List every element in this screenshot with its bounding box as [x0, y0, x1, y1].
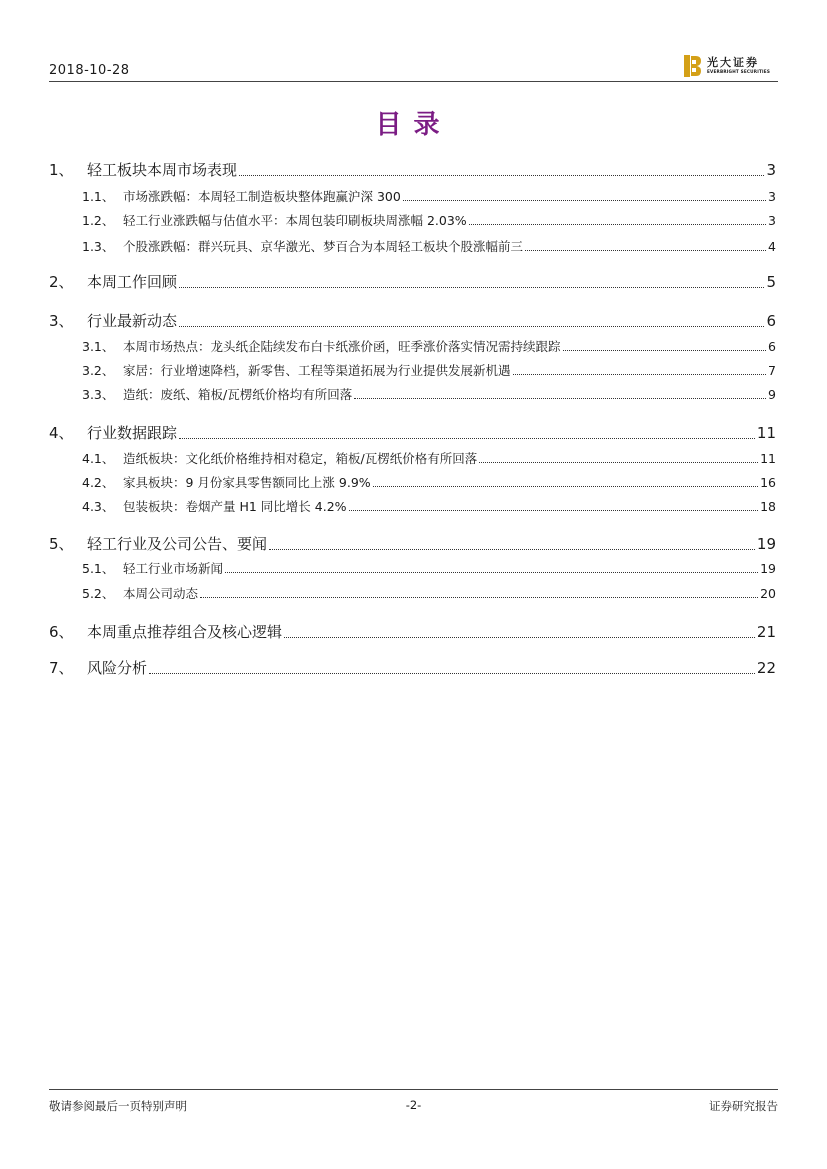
toc-entry-page: 19: [760, 561, 776, 576]
header-divider: [49, 81, 778, 82]
toc-dot-leader: [354, 398, 766, 399]
toc-entry-page: 6: [766, 312, 776, 330]
toc-title: 目录: [375, 110, 452, 140]
toc-entry[interactable]: [49, 159, 776, 180]
toc-entry[interactable]: [49, 310, 776, 331]
toc-entry-number: 3.2、: [82, 363, 115, 378]
toc-entry-number: 6、: [49, 623, 74, 641]
toc-entry[interactable]: [49, 621, 776, 642]
toc-entry[interactable]: [82, 337, 776, 355]
toc-dot-leader: [403, 200, 766, 201]
toc-entry-page: 18: [760, 499, 776, 514]
toc-dot-leader: [149, 673, 755, 674]
toc-entry-page: 11: [756, 424, 776, 442]
footer-disclaimer: 敬请参阅最后一页特别声明: [49, 1099, 187, 1113]
report-date: 2018-10-28: [49, 63, 130, 78]
toc-entry-page: 3: [768, 189, 776, 204]
toc-entry-number: 7、: [49, 659, 74, 677]
toc-entry-number: 3、: [49, 312, 74, 330]
footer-divider: [49, 1089, 778, 1090]
toc-entry-page: 11: [760, 451, 776, 466]
toc-entry[interactable]: [82, 584, 776, 602]
toc-entry-label: 本周公司动态: [123, 586, 199, 601]
toc-entry[interactable]: [82, 449, 776, 467]
toc-entry-number: 1、: [49, 161, 74, 179]
toc-entry-page: 5: [766, 273, 776, 291]
toc-entry-label: 家具板块：9 月份家具零售额同比上涨 9.9%: [123, 475, 371, 490]
toc-dot-leader: [179, 326, 764, 327]
toc-entry-label: 轻工行业涨跌幅与估值水平：本周包装印刷板块周涨幅 2.03%: [123, 213, 467, 228]
company-logo: [683, 53, 783, 79]
toc-entry-page: 3: [768, 213, 776, 228]
toc-entry-label: 造纸板块：文化纸价格维持相对稳定，箱板/瓦楞纸价格有所回落: [123, 451, 478, 466]
toc-entry-page: 19: [756, 535, 776, 553]
footer-report-type: 证券研究报告: [709, 1099, 778, 1113]
toc-dot-leader: [269, 549, 755, 550]
footer-page-number: -2-: [405, 1098, 422, 1112]
toc-dot-leader: [239, 175, 764, 176]
toc-entry[interactable]: [82, 497, 776, 515]
toc-entry-number: 1.2、: [82, 213, 115, 228]
toc-entry-page: 9: [768, 387, 776, 402]
toc-entry-label: 轻工行业市场新闻: [123, 561, 224, 576]
toc-dot-leader: [563, 350, 767, 351]
toc-entry-label: 本周市场热点：龙头纸企陆续发布白卡纸涨价函，旺季涨价落实情况需持续跟踪: [123, 339, 561, 354]
toc-entry-label: 行业最新动态: [87, 312, 178, 330]
toc-dot-leader: [479, 462, 758, 463]
toc-entry-label: 本周工作回顾: [87, 273, 178, 291]
toc-dot-leader: [200, 597, 758, 598]
toc-entry-number: 1.3、: [82, 239, 115, 254]
everbright-logo-icon: [683, 54, 703, 78]
toc-entry-number: 5、: [49, 535, 74, 553]
toc-entry-label: 包装板块：卷烟产量 H1 同比增长 4.2%: [123, 499, 347, 514]
toc-entry-number: 4.2、: [82, 475, 115, 490]
toc-entry-label: 轻工板块本周市场表现: [87, 161, 238, 179]
toc-entry-number: 1.1、: [82, 189, 115, 204]
toc-entry[interactable]: [49, 533, 776, 554]
toc-dot-leader: [349, 510, 759, 511]
toc-entry[interactable]: [82, 211, 776, 229]
toc-entry-number: 4.1、: [82, 451, 115, 466]
toc-entry-label: 市场涨跌幅：本周轻工制造板块整体跑赢沪深 300: [123, 189, 401, 204]
toc-entry-page: 3: [766, 161, 776, 179]
toc-dot-leader: [179, 287, 764, 288]
toc-entry-number: 2、: [49, 273, 74, 291]
toc-dot-leader: [284, 637, 755, 638]
toc-entry-page: 6: [768, 339, 776, 354]
toc-entry[interactable]: [82, 361, 776, 379]
toc-entry-page: 20: [760, 586, 776, 601]
toc-entry-label: 个股涨跌幅：群兴玩具、京华激光、梦百合为本周轻工板块个股涨幅前三: [123, 239, 524, 254]
toc-dot-leader: [513, 374, 767, 375]
toc-entry[interactable]: [49, 422, 776, 443]
toc-dot-leader: [373, 486, 758, 487]
toc-entry[interactable]: [49, 271, 776, 292]
toc-entry-number: 3.1、: [82, 339, 115, 354]
logo-chinese-name: 光大证券: [707, 56, 759, 70]
toc-entry-number: 4、: [49, 424, 74, 442]
toc-dot-leader: [469, 224, 766, 225]
toc-entry-label: 轻工行业及公司公告、要闻: [87, 535, 268, 553]
toc-entry-number: 4.3、: [82, 499, 115, 514]
toc-entry-label: 造纸：废纸、箱板/瓦楞纸价格均有所回落: [123, 387, 353, 402]
toc-entry[interactable]: [82, 187, 776, 205]
toc-entry-page: 16: [760, 475, 776, 490]
logo-english-name: EVERBRIGHT SECURITIES: [707, 69, 771, 75]
toc-entry-page: 7: [768, 363, 776, 378]
toc-entry-number: 3.3、: [82, 387, 115, 402]
toc-entry[interactable]: [82, 559, 776, 577]
toc-entry[interactable]: [82, 385, 776, 403]
toc-dot-leader: [179, 438, 755, 439]
toc-entry[interactable]: [82, 237, 776, 255]
toc-entry-label: 风险分析: [87, 659, 148, 677]
toc-dot-leader: [225, 572, 758, 573]
toc-entry-number: 5.2、: [82, 586, 115, 601]
toc-entry-page: 21: [756, 623, 776, 641]
toc-entry-page: 22: [756, 659, 776, 677]
toc-entry-label: 本周重点推荐组合及核心逻辑: [87, 623, 283, 641]
toc-entry[interactable]: [82, 473, 776, 491]
toc-entry[interactable]: [49, 657, 776, 678]
toc-entry-label: 家居：行业增速降档，新零售、工程等渠道拓展为行业提供发展新机遇: [123, 363, 511, 378]
toc-entry-number: 5.1、: [82, 561, 115, 576]
toc-dot-leader: [525, 250, 766, 251]
toc-entry-label: 行业数据跟踪: [87, 424, 178, 442]
toc-entry-page: 4: [768, 239, 776, 254]
